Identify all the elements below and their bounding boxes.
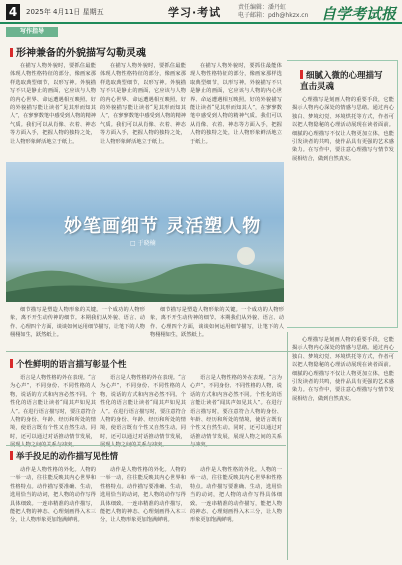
column-tag: 写作指导 [6, 27, 58, 37]
intro-body-right: 细节描写是塑造人物形象的关键。一个成功的人物形象，离不开生动传神的细节。本期我们从外貌、语言、动作、心理四个方面，谈谈如何运用细节描写，让笔下的人物栩栩如生，跃然纸上。 [150, 307, 284, 339]
article4-headline [10, 450, 118, 462]
banner-author: □ 于晓楠 [130, 240, 156, 247]
column-rule [287, 332, 288, 560]
editor-email: 电子邮箱：pdh@hkzx.cn [238, 12, 309, 19]
intro-body-left: 细节描写是塑造人物形象的关键。一个成功的人物形象，离不开生动传神的细节。本期我们从外貌、语言、动作、心理四个方面，谈谈如何运用细节描写，让笔下的人物栩栩如生，跃然纸上。 [10, 307, 145, 339]
article1-body-col2: 在描写人物外貌时，要抓住最能体现人物性格特征的部分，像画家那样选取典型细节，以形写神。外貌描写不只是静止的画面，它应该与人物的内心世界、命运遭遇相互映照。好的外貌描写能让读者“见其形而知其人”，在寥寥数笔中感受到人物的精神气质。我们可以从肖像、衣着、神态等方面入手，把握人物的独特之处，让人物形象鲜活地立于纸上。 [100, 63, 186, 145]
article1-body-col1: 在描写人物外貌时，要抓住最能体现人物性格特征的部分，像画家那样选取典型细节，以形写神。外貌描写不只是静止的画面，它应该与人物的内心世界、命运遭遇相互映照。好的外貌描写能让读者“见其形而知其人”，在寥寥数笔中感受到人物的精神气质。我们可以从肖像、衣着、神态等方面入手，把握人物的独特之处，让人物形象鲜活地立于纸上。 [10, 63, 96, 145]
issue-date: 2025年 4月11日 星期五 [26, 8, 104, 16]
headline-marker [10, 48, 13, 57]
section-title: 学习·考试 [168, 6, 222, 19]
article4-body-col2: 动作是人物性格的外化。人物的一举一动，往往能反映其内心世界和性格特点。动作描写要准确、生动，选用恰当的动词，把人物的动作写得具体细致。一连串精准的动作描写，能把人物的神态、心理刻画得入木三分，让人物形象更加饱满鲜明。 [100, 467, 186, 524]
newspaper-masthead: 自学考试报 [320, 5, 396, 23]
landscape-illustration [6, 242, 284, 302]
page-number: 4 [6, 4, 20, 20]
article2-body: 心理描写是刻画人物的重要手段，它能揭示人物内心深处的情感与思绪。通过内心独白、梦境幻觉、环境烘托等方式，作者可以把人物隐秘的心理活动展现在读者面前。细腻的心理描写不仅让人物更加立体，也能引发读者的共鸣，使作品具有更强的艺术感染力。在写作中，要注意心理描写与情节发展相结合，做到自然真实。 [292, 97, 394, 162]
editor-info [238, 4, 308, 20]
article4-body-col3: 动作是人物性格的外化。人物的一举一动，往往能反映其内心世界和性格特点。动作描写要准确、生动，选用恰当的动词，把人物的动作写得具体细致。一连串精准的动作描写，能把人物的神态、心理刻画得入木三分，让人物形象更加饱满鲜明。 [190, 467, 282, 524]
article3-body-col3: 语言是人物性格的外在表现。“言为心声”，不同身份、不同性格的人物，说话的方式和内容必然不同。个性化的语言能让读者“闻其声如见其人”。在进行语言描写时，要注意符合人物的身份、年龄、经历和所处的情境，使语言既有个性又自然生动。同时，还可以通过对话推动情节发展，展现人物之间的关系 [190, 375, 282, 440]
page-header [0, 0, 402, 24]
article3-body-col1: 语言是人物性格的外在表现。“言为心声”，不同身份、不同性格的人物，说话的方式和内容必然不同。个性化的语言能让读者“闻其声如见其人”。在进行语言描写时，要注意符合人物的身份、年龄、经历和所处的情境，使语言既有个性又自然生动。同时，还可以通过对话推动情节发展， [10, 375, 96, 440]
article4-title: 举手投足的动作描写见性情 [16, 452, 119, 462]
article1-body-col3: 在描写人物外貌时，要抓住最能体现人物性格特征的部分，像画家那样选取典型细节，以形写神。外貌描写不只是静止的画面，它应该与人物的内心世界、命运遭遇相互映照。好的外貌描写能让读者“见其形而知其人”，在寥寥数笔中感受到人物的精神气质。我们可以从肖像、衣着、神态等方面入手，把握人物的独特之处，让人物形象鲜活地立于纸上。 [190, 63, 282, 145]
article1-headline [10, 44, 146, 59]
headline-marker [300, 70, 303, 79]
article3-title: 个性鲜明的语言描写彰显个性 [16, 360, 127, 370]
article3-body-col2: 语言是人物性格的外在表现。“言为心声”，不同身份、不同性格的人物，说话的方式和内容必然不同。个性化的语言能让读者“闻其声如见其人”。在进行语言描写时，要注意符合人物的身份、年龄、经历和所处的情境，使语言既有个性又自然生动。同时，还可以通过对话推动情节发展， [100, 375, 186, 440]
article2-body-continued: 心理描写是刻画人物的重要手段，它能揭示人物内心深处的情感与思绪。通过内心独白、梦境幻觉、环境烘托等方式，作者可以把人物隐秘的心理活动展现在读者面前。细腻的心理描写不仅让人物更加立体，也能引发读者的共鸣，使作品具有更强的艺术感染力。在写作中，要注意心理描写与情节发展相结合，做到自然真实。 [292, 337, 394, 402]
feature-banner [6, 162, 284, 302]
article2-title: 细腻入微的心理描写直击灵魂 [300, 71, 383, 92]
article2-headline [300, 70, 390, 93]
article3-headline [10, 358, 127, 370]
headline-marker [10, 359, 13, 368]
headline-marker [10, 451, 13, 460]
article4-body-col1: 动作是人物性格的外化。人物的一举一动，往往能反映其内心世界和性格特点。动作描写要准确、生动，选用恰当的动词，把人物的动作写得具体细致。一连串精准的动作描写，能把人物的神态、心理刻画得入木三分，让人物形象更加饱满鲜明。 [10, 467, 96, 524]
banner-title: 妙笔画细节 灵活塑人物 [64, 216, 262, 237]
editor-name: 责任编辑：潘丹虹 [238, 4, 287, 11]
article1-title: 形神兼备的外貌描写勾勒灵魂 [16, 48, 146, 59]
section-divider [6, 445, 286, 446]
